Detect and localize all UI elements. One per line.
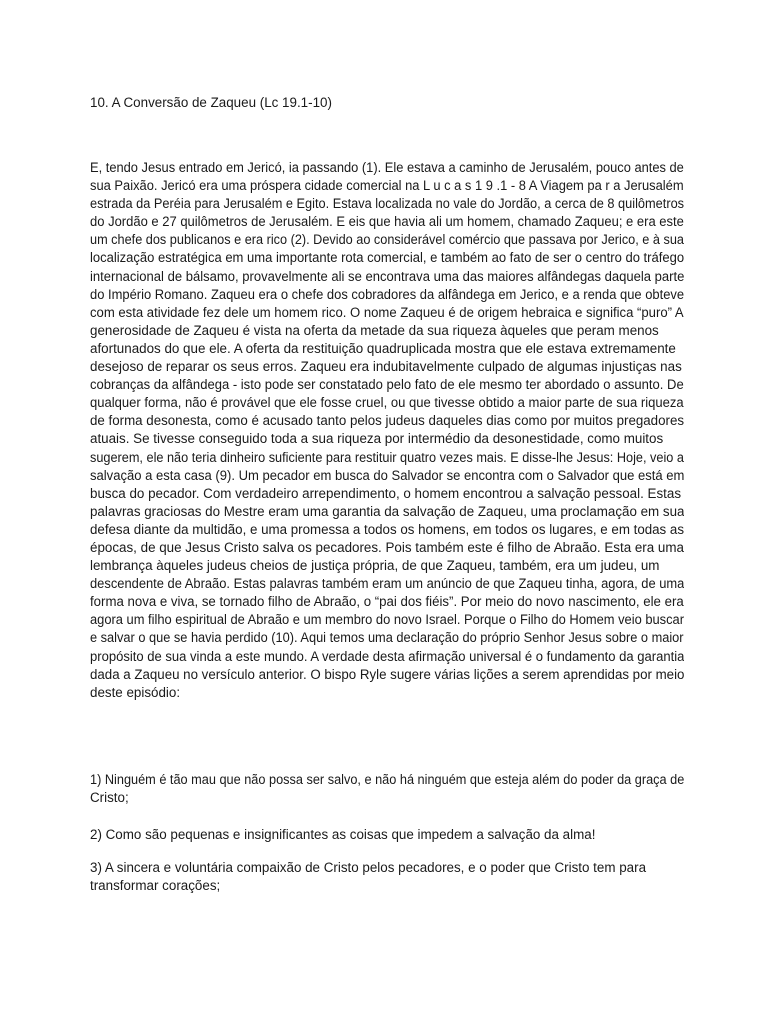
paragraph-line: descendente de Abraão. Estas palavras também eram um anúncio de que Zaqueu tinha, agora, de uma [90, 576, 684, 592]
paragraph-line: qualquer forma, não é provável que ele fosse cruel, ou que tivesse obtido a maior parte de sua riqueza [90, 395, 684, 411]
paragraph-line: propósito de sua vinda a este mundo. A verdade desta afirmação universal é o fundamento da garantia [90, 648, 684, 664]
paragraph-line: cobranças da alfândega - isto pode ser constatado pelo fato de ele mesmo ter abordado o assunto. De [90, 377, 684, 393]
paragraph-line: e salvar o que se havia perdido (10). Aqui temos uma declaração do próprio Senhor Jesus sobre o maior [90, 630, 684, 646]
paragraph-line: do Império Romano. Zaqueu era o chefe dos cobradores da alfândega em Jerico, e a renda que obteve [90, 286, 684, 302]
document-title: 10. A Conversão de Zaqueu (Lc 19.1-10) [90, 95, 332, 110]
paragraph-line: forma nova e viva, se tornado filho de Abraão, o “pai dos fiéis”. Por meio do novo nascimento, ele era [90, 594, 684, 610]
paragraph-line: internacional de bálsamo, provavelmente ali se encontrava uma das maiores alfândegas daquela parte [90, 268, 684, 284]
paragraph-line: sua Paixão. Jericó era uma próspera cidade comercial na L u c a s 1 9 .1 - 8 A Viagem pa r a Jerusalém [90, 178, 684, 194]
paragraph-line: lembrança àqueles judeus cheios de justiça própria, de que Zaqueu, também, era um judeu, um [90, 558, 660, 574]
paragraph-line: E, tendo Jesus entrado em Jericó, ia passando (1). Ele estava a caminho de Jerusalém, pouco antes de [90, 160, 684, 175]
paragraph-line: palavras graciosas do Mestre eram uma garantia da salvação de Zaqueu, uma proclamação em sua [90, 503, 684, 519]
main-paragraph [90, 159, 684, 702]
paragraph-line: sugerem, ele não teria dinheiro suficiente para restituir quatro vezes mais. E disse-lhe Jesus: Hoje, veio a [90, 449, 684, 465]
paragraph-line: agora um filho espiritual de Abraão e um membro do novo Israel. Porque o Filho do Homem veio buscar [90, 612, 684, 628]
lesson-item-3 [90, 859, 684, 896]
paragraph-line: épocas, de que Jesus Cristo salva os pecadores. Pois também este é filho de Abraão. Esta era uma [90, 539, 684, 555]
paragraph-line: atuais. Se tivesse conseguido toda a sua riqueza por intermédio da desonestidade, como muitos [90, 431, 664, 447]
paragraph-line: de forma desonesta, como é acusado tanto pelos judeus daqueles dias como por muitos pregadores [90, 413, 684, 429]
paragraph-line: generosidade de Zaqueu é vista na oferta da metade da sua riqueza àqueles que peram menos [90, 322, 659, 338]
paragraph-line: defesa diante da multidão, e uma promessa a todos os homens, em todos os lugares, e em todas as [90, 521, 684, 537]
list-item-line: transformar corações; [90, 878, 221, 894]
paragraph-line: estrada da Peréia para Jerusalém e Egito. Estava localizada no vale do Jordão, a cerca de 8 quilômetros [90, 196, 684, 212]
paragraph-line: com esta atividade fez dele um homem rico. O nome Zaqueu é de origem hebraica e significa “puro” A [90, 304, 684, 320]
paragraph-line: salvação a esta casa (9). Um pecador em busca do Salvador se encontra com o Salvador que está em [90, 467, 684, 483]
paragraph-line: um chefe dos publicanos e era rico (2). Devido ao considerável comércio que passava por Jerico, e à sua [90, 232, 684, 248]
paragraph-line: deste episódio: [90, 684, 181, 700]
paragraph-line: afortunados do que ele. A oferta da restituição quadruplicada mostra que ele estava extremamente [90, 340, 676, 356]
list-item-line: 1) Ninguém é tão mau que não possa ser salvo, e não há ninguém que esteja além do poder da graça de [90, 772, 684, 787]
paragraph-line: desejoso de reparar os seus erros. Zaqueu era indubitavelmente culpado de algumas injustiças nas [90, 359, 682, 375]
list-item-line: Cristo; [90, 790, 129, 806]
lesson-item-1 [90, 771, 684, 808]
list-item-line: 2) Como são pequenas e insignificantes as coisas que impedem a salvação da alma! [90, 827, 596, 842]
lesson-item-2 [90, 826, 684, 844]
paragraph-line: do Jordão e 27 quilômetros de Jerusalém. E eis que havia ali um homem, chamado Zaqueu; e era este [90, 214, 684, 230]
paragraph-line: busca do pecador. Com verdadeiro arrependimento, o homem encontrou a salvação pessoal. Estas [90, 485, 682, 501]
paragraph-line: dada a Zaqueu no versículo anterior. O bispo Ryle sugere várias lições a serem aprendidas por meio [90, 666, 684, 682]
list-item-line: 3) A sincera e voluntária compaixão de Cristo pelos pecadores, e o poder que Cristo tem para [90, 860, 647, 875]
paragraph-line: localização estratégica em uma importante rota comercial, e também ao fato de ser o centro do tráfego [90, 250, 684, 266]
